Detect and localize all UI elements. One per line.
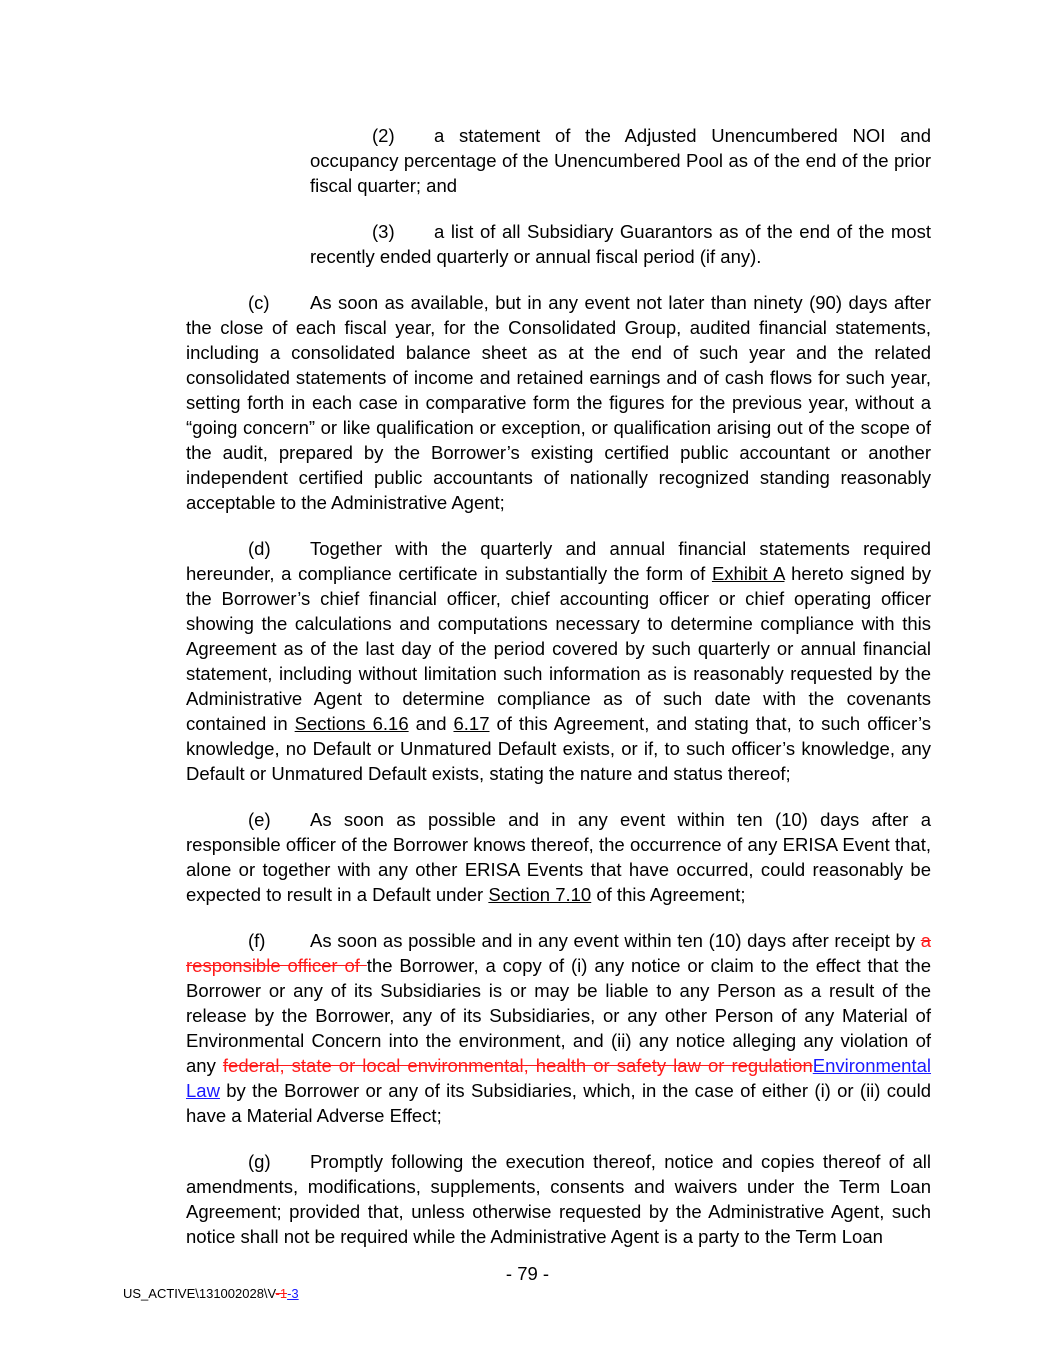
paragraph-d (186, 536, 931, 786)
paragraph-text: As soon as possible and in any event within ten (10) days after receipt by (310, 930, 921, 951)
page-number: - 79 - (505, 1263, 550, 1284)
section-6-16-reference: Sections 6.16 (294, 713, 409, 734)
paragraph-number: (3) (372, 221, 395, 242)
paragraph-text: hereto signed by the Borrower’s chief financial officer, chief accounting officer or chief operating officer showing the calculations and computations necessary to determine compliance with this Agreement as of the last day of the period covered by such quarterly or annual financial statement, including without limitation such information as is reasonably requested by the Administrative Agent to determine compliance as of such date with the covenants contained in (186, 563, 931, 734)
document-id-prefix: US_ACTIVE\131002028\V (123, 1286, 276, 1301)
paragraph-e (186, 807, 931, 907)
paragraph-f (186, 928, 931, 1128)
paragraph-text: and (408, 713, 454, 734)
paragraph-number: (g) (248, 1151, 271, 1172)
paragraph-text: As soon as available, but in any event not later than ninety (90) days after the close of each fiscal year, for the Consolidated Group, audited financial statements, including a consolidated balance sheet as at the end of such year and the related consolidated statements of income and retained earnings and of cash flows for such year, setting forth in each case in comparative form the figures for the previous year, without a “going concern” or like qualification or exception, or qualification arising out of the scope of the audit, prepared by the Borrower’s existing certified public accountant or another independent certified public accountants of nationally recognized standing reasonably acceptable to the Administrative Agent; (186, 292, 931, 513)
inserted-text: Environmental Law (186, 1055, 932, 1101)
paragraph-b2 (310, 123, 931, 198)
paragraph-text: As soon as possible and in any event within ten (10) days after a responsible officer of the Borrower knows thereof, the occurrence of any ERISA Event that, alone or together with any other ERISA Events that have occurred, could reasonably be expected to result in a Default under (186, 809, 931, 905)
paragraph-number: (2) (372, 125, 395, 146)
paragraph-text: a list of all Subsidiary Guarantors as of the end of the most recently ended quarterly or annual fiscal period (if any). (310, 221, 931, 267)
paragraph-number: (f) (248, 930, 266, 951)
section-6-17-reference: 6.17 (453, 713, 490, 734)
paragraph-text: by the Borrower or any of its Subsidiaries, which, in the case of either (i) or (ii) could have a Material Adverse Effect; (186, 1080, 931, 1126)
inserted-version: -3 (287, 1286, 299, 1301)
paragraph-number: (e) (248, 809, 271, 830)
paragraph-c (186, 290, 931, 515)
paragraph-text: a statement of the Adjusted Unencumbered NOI and occupancy percentage of the Unencumbered Pool as of the end of the prior fiscal quarter; and (310, 125, 931, 196)
paragraph-text: Together with the quarterly and annual financial statements required hereunder, a compliance certificate in substantially the form of (186, 538, 931, 584)
section-7-10-reference: Section 7.10 (488, 884, 592, 905)
deleted-text: a responsible officer of (186, 930, 931, 976)
paragraph-g (186, 1149, 931, 1249)
paragraph-number: (d) (248, 538, 271, 559)
paragraph-b3 (310, 219, 931, 269)
exhibit-a-reference: Exhibit A (711, 563, 785, 584)
deleted-version: -1 (275, 1286, 288, 1301)
paragraph-text: of this Agreement; (591, 884, 746, 905)
paragraph-text: of this Agreement, and stating that, to such officer’s knowledge, no Default or Unmatured Default exists, or if, to such officer’s knowledge, any Default or Unmatured Default exists, stating the nature and status thereof; (186, 713, 931, 784)
paragraph-text: Promptly following the execution thereof, notice and copies thereof of all amendments, modifications, supplements, consents and waivers under the Term Loan Agreement; provided that, unless otherwise requested by the Administrative Agent, such notice shall not be required while the Administrative Agent is a party to the Term Loan (186, 1151, 931, 1247)
document-id (123, 1286, 299, 1302)
paragraph-number: (c) (248, 292, 270, 313)
paragraph-text: the Borrower, a copy of (i) any notice or claim to the effect that the Borrower or any of its Subsidiaries is or may be liable to any Person as a result of the release by the Borrower, any of its Subsidiaries, or any other Person of any Material of Environmental Concern into the environment, and (ii) any notice alleging any violation of any (186, 955, 931, 1076)
deleted-text: federal, state or local environmental, health or safety law or regulation (222, 1055, 813, 1076)
